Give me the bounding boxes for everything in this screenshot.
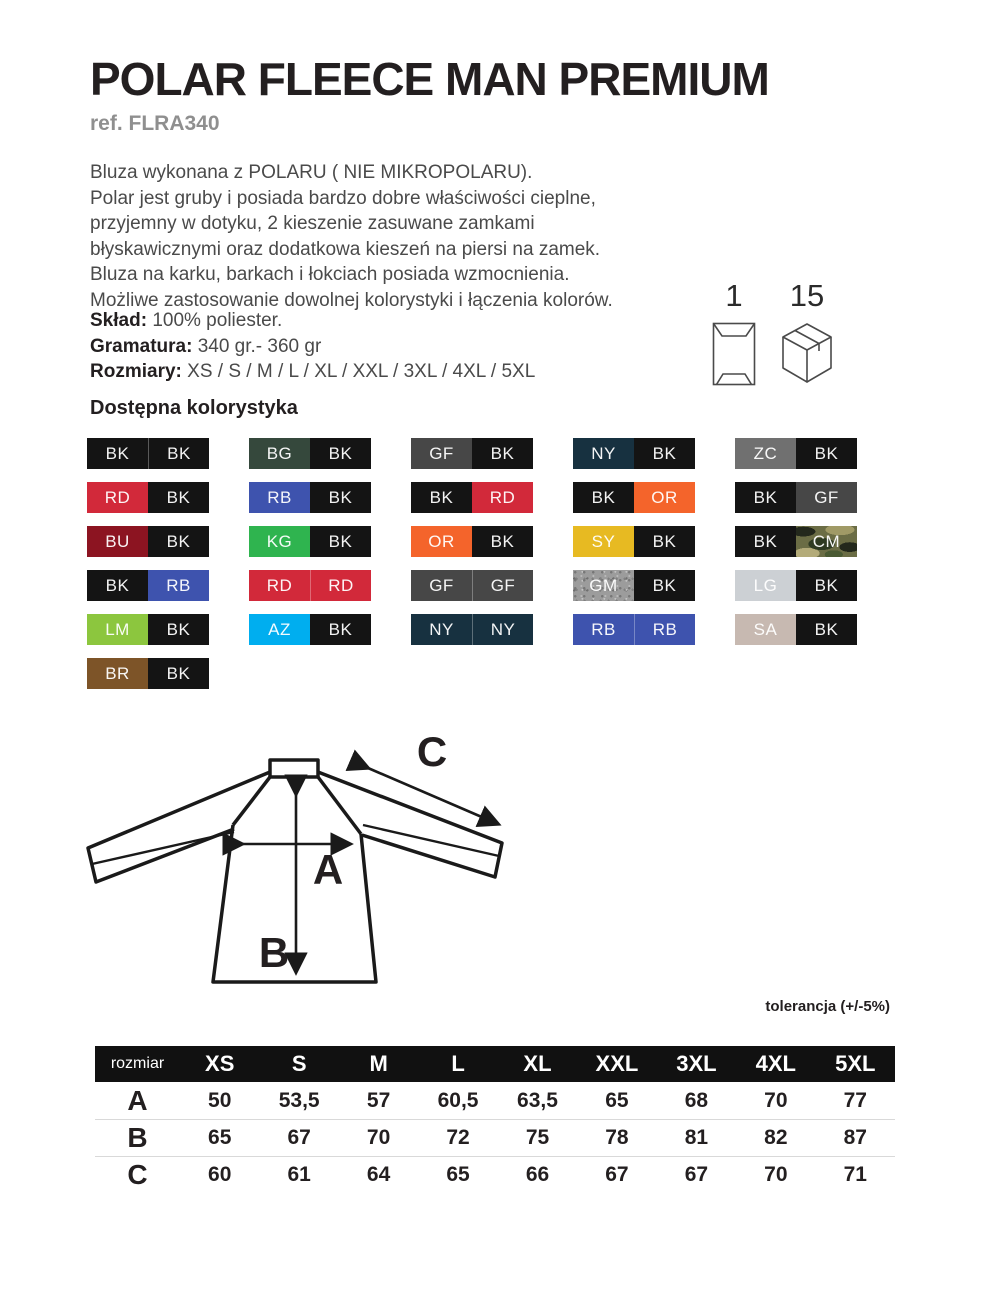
- color-swatch-bk: BK: [796, 614, 857, 645]
- measurement-value: 71: [843, 1163, 867, 1186]
- color-swatch-bk: BK: [735, 482, 796, 513]
- color-column: [249, 438, 371, 689]
- color-combo-kg-bk: [249, 526, 371, 557]
- color-swatch-bk: BK: [634, 570, 695, 601]
- description-line: Polar jest gruby i posiada bardzo dobre właściwości cieplne,: [90, 187, 596, 209]
- color-swatch-bk: BK: [472, 526, 533, 557]
- color-swatch-gm: GM: [573, 570, 634, 601]
- polybag-icon: [712, 322, 756, 391]
- color-combo-rb-bk: [249, 482, 371, 513]
- color-combo-lm-bk: [87, 614, 209, 645]
- color-combo-ny-bk: [573, 438, 695, 469]
- color-combo-sa-bk: [735, 614, 857, 645]
- color-swatch-bk: BK: [310, 526, 371, 557]
- measurement-value: 87: [843, 1126, 867, 1149]
- description-line: błyskawicznymi oraz dodatkowa kieszeń na piersi na zamek.: [90, 238, 601, 260]
- measurement-value: 77: [843, 1088, 867, 1112]
- measurement-value: 67: [684, 1163, 709, 1186]
- measurement-value: 63,5: [517, 1088, 558, 1112]
- packaging-box: [780, 278, 834, 391]
- measurement-value: 68: [684, 1088, 709, 1112]
- color-swatch-sy: SY: [573, 526, 634, 557]
- color-combo-bk-or: [573, 482, 695, 513]
- measurement-value: 64: [366, 1163, 391, 1186]
- product-description: [90, 160, 613, 313]
- color-swatch-bk: BK: [796, 438, 857, 469]
- color-combo-rd-rd: [249, 570, 371, 601]
- measurement-label-b: B: [127, 1122, 148, 1153]
- measurement-value: 70: [764, 1088, 788, 1112]
- color-combo-bk-rb: [87, 570, 209, 601]
- color-combo-gf-gf: [411, 570, 533, 601]
- measurement-value: 81: [684, 1126, 709, 1149]
- size-column-xs: XS: [205, 1051, 235, 1076]
- color-swatch-bk: BK: [148, 658, 209, 689]
- color-swatch-gf: GF: [411, 570, 472, 601]
- measurement-value: 53,5: [278, 1088, 320, 1112]
- size-table-header: [95, 1046, 895, 1082]
- color-swatch-rb: RB: [148, 570, 209, 601]
- color-swatch-bg: BG: [249, 438, 310, 469]
- spec-sizes: Rozmiary: XS / S / M / L / XL / XXL / 3XL / 4XL / 5XL: [90, 361, 536, 382]
- color-combo-gm-bk: [573, 570, 695, 601]
- color-swatch-br: BR: [87, 658, 148, 689]
- measurement-value: 50: [208, 1088, 232, 1112]
- size-column-l: L: [451, 1051, 465, 1076]
- measurement-value: 82: [764, 1126, 788, 1149]
- box-count: 15: [789, 278, 825, 313]
- color-swatch-rb: RB: [634, 614, 695, 645]
- color-swatch-ny: NY: [411, 614, 472, 645]
- color-swatch-bk: BK: [87, 570, 148, 601]
- tolerance-note: tolerancja (+/-5%): [765, 998, 890, 1015]
- spec-weight: Gramatura: 340 gr.- 360 gr: [90, 335, 322, 357]
- color-swatch-lm: LM: [87, 614, 148, 645]
- color-combo-or-bk: [411, 526, 533, 557]
- color-swatch-bk: BK: [735, 526, 796, 557]
- color-swatch-rd: RD: [87, 482, 148, 513]
- color-swatch-bk: BK: [472, 438, 533, 469]
- color-swatch-rb: RB: [573, 614, 634, 645]
- color-swatch-zc: ZC: [735, 438, 796, 469]
- color-swatch-kg: KG: [249, 526, 310, 557]
- measurement-value: 65: [446, 1163, 470, 1186]
- colors-heading: Dostępna kolorystyka: [90, 397, 298, 419]
- color-swatch-or: OR: [411, 526, 472, 557]
- color-swatch-gf: GF: [411, 438, 472, 469]
- measurement-value: 66: [525, 1163, 550, 1186]
- color-swatch-bk: BK: [148, 526, 209, 557]
- label-b: B: [258, 929, 290, 976]
- size-column-5xl: 5XL: [835, 1051, 876, 1076]
- color-combo-ny-ny: [411, 614, 533, 645]
- color-swatch-bk: BK: [634, 526, 695, 557]
- color-grid: [87, 438, 857, 689]
- size-column-xl: XL: [523, 1051, 552, 1076]
- color-swatch-gf: GF: [796, 482, 857, 513]
- color-swatch-bk: BK: [411, 482, 472, 513]
- color-swatch-bk: BK: [310, 438, 371, 469]
- description-line: przyjemny w dotyku, 2 kieszenie zasuwane zamkami: [90, 213, 535, 234]
- color-swatch-bk: BK: [634, 438, 695, 469]
- color-swatch-az: AZ: [249, 614, 310, 645]
- measurement-value: 65: [605, 1088, 629, 1112]
- color-combo-bk-gf: [735, 482, 857, 513]
- color-combo-rd-bk: [87, 482, 209, 513]
- size-table-row-b: [95, 1119, 895, 1156]
- measurement-value: 70: [764, 1163, 788, 1186]
- color-combo-lg-bk: [735, 570, 857, 601]
- size-column-s: S: [291, 1051, 307, 1076]
- size-table-row-c: [95, 1156, 895, 1193]
- packaging-unit: [712, 278, 756, 391]
- color-combo-zc-bk: [735, 438, 857, 469]
- unit-count: 1: [725, 278, 743, 313]
- color-combo-bk-cm: [735, 526, 857, 557]
- color-swatch-bk: BK: [87, 438, 148, 469]
- color-swatch-rb: RB: [249, 482, 310, 513]
- color-combo-gf-bk: [411, 438, 533, 469]
- description-line: Bluza na karku, barkach i łokciach posiada wzmocnienia.: [90, 264, 570, 285]
- color-swatch-rd: RD: [310, 570, 371, 601]
- measurement-value: 72: [446, 1126, 470, 1149]
- measurement-value: 61: [287, 1163, 311, 1186]
- description-line: Bluza wykonana z POLARU ( NIE MIKROPOLARU).: [90, 162, 533, 183]
- color-swatch-bk: BK: [573, 482, 634, 513]
- color-swatch-gf: GF: [472, 570, 533, 601]
- color-swatch-bk: BK: [310, 482, 371, 513]
- color-swatch-rd: RD: [472, 482, 533, 513]
- description-line: Możliwe zastosowanie dowolnej kolorystyki i łączenia kolorów.: [90, 289, 613, 311]
- measurement-value: 67: [287, 1126, 311, 1149]
- color-swatch-rd: RD: [249, 570, 310, 601]
- measurement-value: 57: [366, 1088, 391, 1112]
- color-swatch-bk: BK: [796, 570, 857, 601]
- spec-list: [90, 308, 535, 385]
- label-c: C: [416, 728, 448, 775]
- measurement-value: 60: [208, 1163, 232, 1186]
- color-swatch-lg: LG: [735, 570, 796, 601]
- color-combo-bg-bk: [249, 438, 371, 469]
- measurement-value: 78: [605, 1126, 629, 1149]
- color-swatch-cm: CM: [796, 526, 857, 557]
- measurement-value: 70: [366, 1126, 391, 1149]
- color-column: [735, 438, 857, 689]
- carton-box-icon: [780, 322, 834, 391]
- page-title: POLAR FLEECE MAN PREMIUM: [90, 53, 769, 105]
- color-combo-bk-bk: [87, 438, 209, 469]
- color-combo-bk-rd: [411, 482, 533, 513]
- color-swatch-bk: BK: [148, 482, 209, 513]
- size-table-row-a: [95, 1082, 895, 1119]
- size-column-m: M: [369, 1051, 388, 1076]
- color-swatch-ny: NY: [472, 614, 533, 645]
- measurement-value: 65: [208, 1126, 232, 1149]
- color-combo-az-bk: [249, 614, 371, 645]
- packaging-info: [712, 278, 834, 391]
- color-swatch-or: OR: [634, 482, 695, 513]
- size-column-4xl: 4XL: [755, 1051, 796, 1076]
- measurement-label-a: A: [127, 1084, 148, 1116]
- spec-material: Skład: 100% poliester.: [90, 310, 283, 331]
- color-column: [87, 438, 209, 689]
- color-swatch-bk: BK: [310, 614, 371, 645]
- color-swatch-bk: BK: [148, 614, 209, 645]
- measurement-value: 67: [605, 1163, 629, 1186]
- size-column-3xl: 3XL: [676, 1051, 717, 1076]
- measurement-value: 75: [525, 1126, 550, 1149]
- measurement-diagram: [70, 722, 525, 999]
- color-combo-sy-bk: [573, 526, 695, 557]
- color-column: [411, 438, 533, 689]
- color-combo-bu-bk: [87, 526, 209, 557]
- color-swatch-sa: SA: [735, 614, 796, 645]
- size-table-corner-label: rozmiar: [110, 1055, 165, 1072]
- label-a: A: [312, 846, 344, 893]
- size-column-xxl: XXL: [595, 1051, 639, 1076]
- color-swatch-bu: BU: [87, 526, 148, 557]
- color-column: [573, 438, 695, 689]
- color-combo-rb-rb: [573, 614, 695, 645]
- product-ref: ref. FLRA340: [90, 112, 220, 135]
- color-swatch-bk: BK: [148, 438, 209, 469]
- color-combo-br-bk: [87, 658, 209, 689]
- size-table: [95, 1046, 895, 1193]
- measurement-label-c: C: [127, 1159, 148, 1190]
- color-swatch-ny: NY: [573, 438, 634, 469]
- measurement-value: 60,5: [437, 1088, 479, 1112]
